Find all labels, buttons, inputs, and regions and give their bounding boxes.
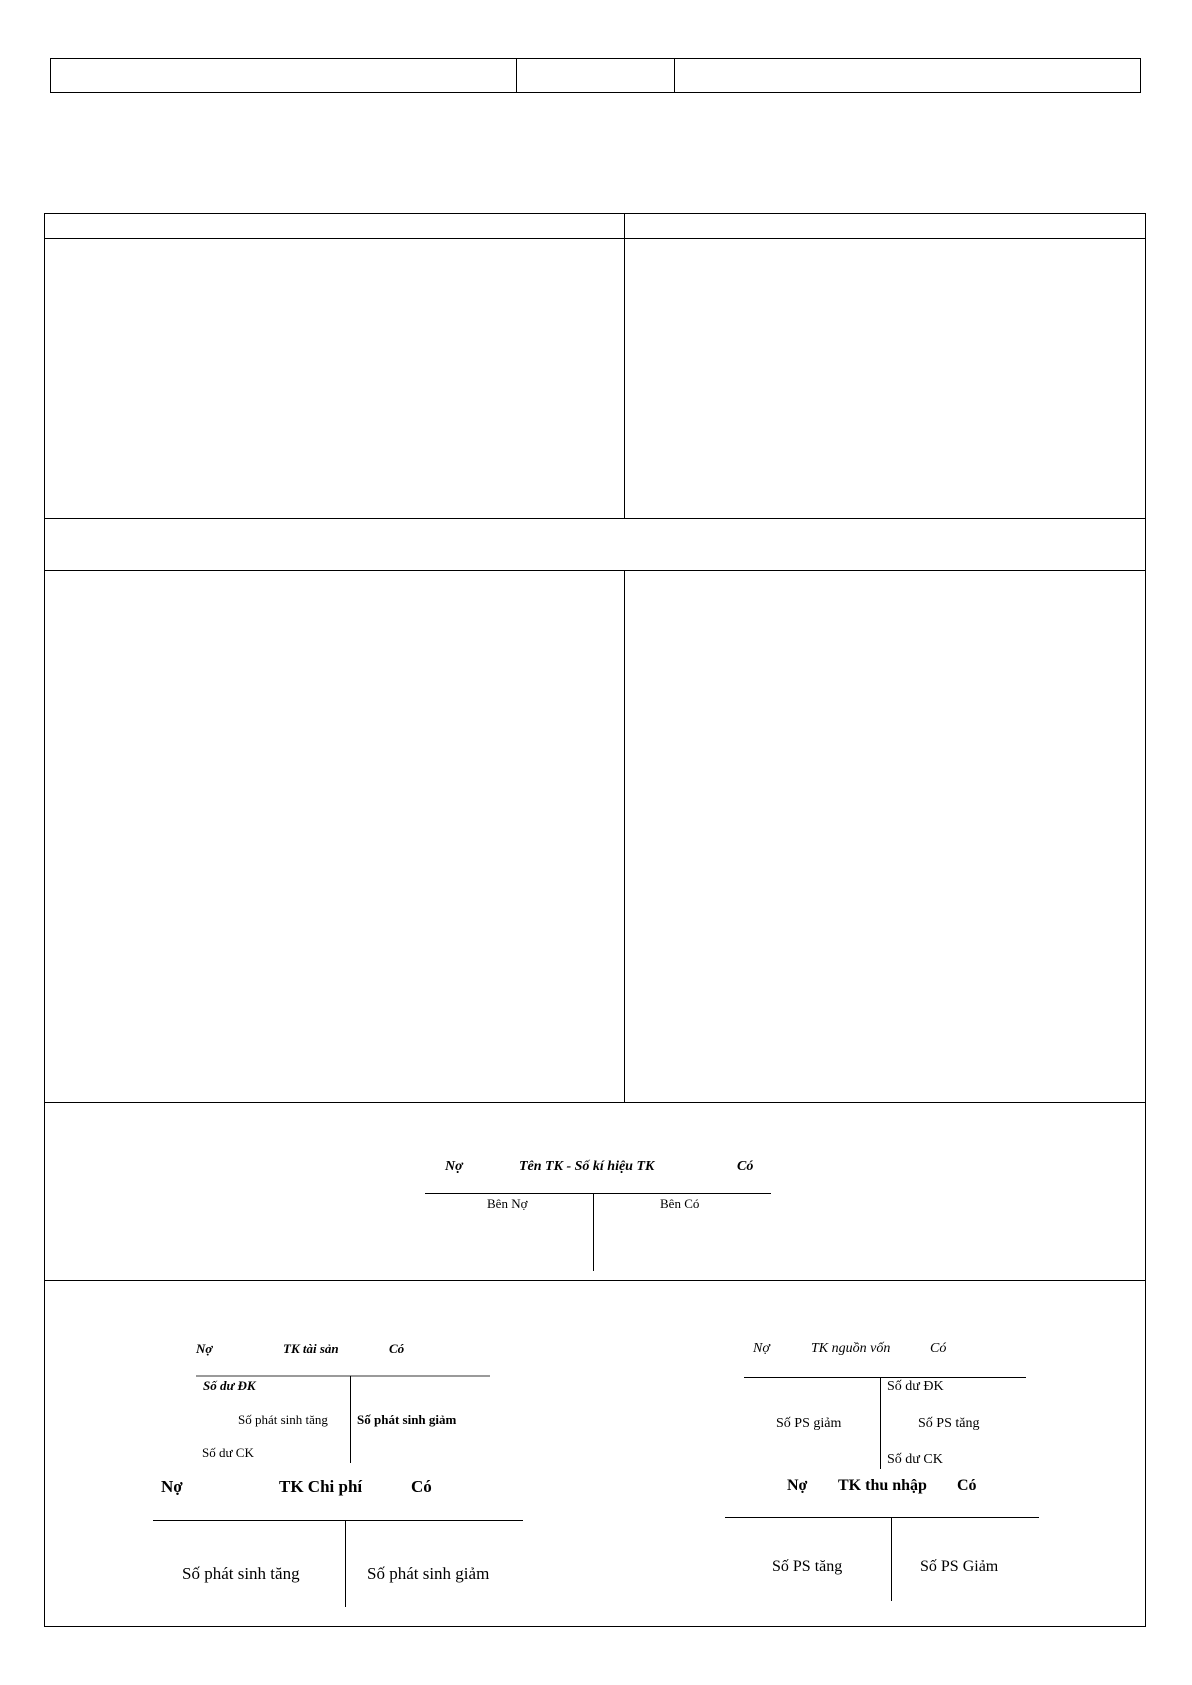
asset-t-line-horizontal [196,1375,490,1377]
income-t-line-vertical [891,1517,892,1601]
asset-credit-label: Có [389,1341,405,1356]
income-credit-label: Có [957,1477,977,1494]
income-debit-label: Nợ [787,1477,808,1494]
general-t-line-horizontal [425,1193,771,1194]
asset-debit-label: Nợ [196,1341,213,1356]
header-cell-1 [50,58,517,93]
asset-account-title: TK tài sản [283,1341,339,1356]
header-cell-2 [516,58,675,93]
asset-decrease: Số phát sinh giảm [357,1412,457,1427]
asset-opening-balance: Số dư ĐK [203,1378,256,1393]
expense-decrease: Số phát sinh giảm [367,1564,490,1583]
capital-opening-balance: Số dư ĐK [887,1379,944,1394]
asset-t-line-vertical [350,1376,351,1463]
capital-closing-balance: Số dư CK [887,1452,943,1467]
income-account-title: TK thu nhập [838,1477,927,1494]
expense-debit-label: Nợ [161,1477,183,1496]
expense-increase: Số phát sinh tăng [182,1564,300,1583]
asset-closing-balance: Số dư CK [202,1445,254,1460]
header-cell-3 [674,58,1141,93]
general-account-title: Tên TK - Số kí hiệu TK [519,1159,655,1174]
asset-increase: Số phát sinh tăng [238,1412,328,1427]
table-header-right [624,213,1146,239]
capital-increase: Số PS tăng [918,1416,980,1431]
general-debit-label: Nợ [445,1159,463,1174]
capital-account-title: TK nguồn vốn [811,1341,891,1356]
expense-account-title: TK Chi phí [279,1477,363,1496]
section-2-banner [44,518,1146,571]
table-header-left [44,213,625,239]
income-t-line-horizontal [725,1517,1039,1518]
general-t-line-vertical [593,1193,594,1271]
income-decrease: Số PS Giảm [920,1558,999,1575]
general-credit-label: Có [737,1159,754,1174]
income-increase: Số PS tăng [772,1558,843,1575]
section-1-right [624,238,1146,519]
section-3-right [624,570,1146,1103]
capital-credit-label: Có [930,1341,947,1356]
general-account-section [44,1102,1146,1281]
expense-credit-label: Có [411,1477,432,1496]
capital-t-line-horizontal [744,1377,1026,1378]
general-right-label: Bên Có [660,1196,700,1211]
expense-t-line-vertical [345,1520,346,1607]
capital-decrease: Số PS giảm [776,1416,842,1431]
capital-debit-label: Nợ [753,1341,770,1356]
section-1-left [44,238,625,519]
capital-t-line-vertical [880,1378,881,1469]
general-left-label: Bên Nợ [487,1196,528,1211]
section-3-left [44,570,625,1103]
expense-t-line-horizontal [153,1520,523,1521]
